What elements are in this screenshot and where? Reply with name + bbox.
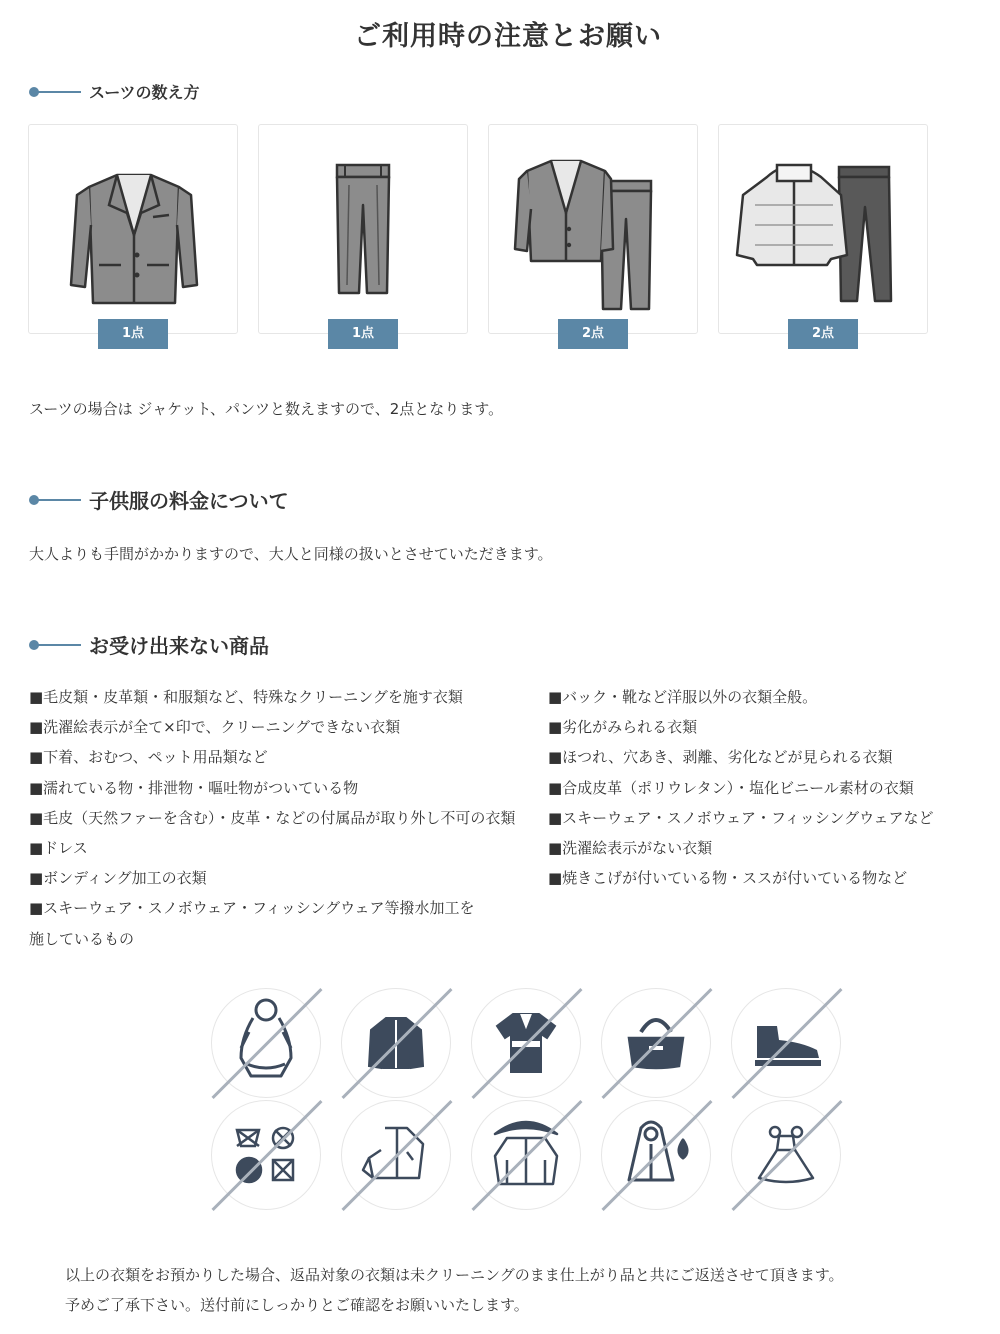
list-item: ■下着、おむつ、ペット用品類など xyxy=(29,748,268,767)
handbag-icon xyxy=(601,988,711,1098)
refused-heading xyxy=(31,630,269,659)
count-badge: 2点 xyxy=(558,319,628,349)
list-item: ■合成皮革（ポリウレタン）・塩化ビニール素材の衣類 xyxy=(548,778,914,797)
heading-bullet-line xyxy=(31,91,81,93)
heading-bullet-line xyxy=(31,644,81,646)
heading-bullet-line xyxy=(31,499,81,501)
leather-jacket-icon xyxy=(341,988,451,1098)
dress-icon xyxy=(731,1100,841,1210)
list-item: ■毛皮類・皮革類・和服類など、特殊なクリーニングを施す衣類 xyxy=(29,688,463,706)
list-item: ■ドレス xyxy=(29,839,88,858)
fur-coat-icon xyxy=(211,988,321,1098)
count-badge: 1点 xyxy=(328,319,398,349)
shoe-icon xyxy=(731,988,841,1098)
suit-card-set xyxy=(488,124,698,341)
refused-heading-text: お受け出来ない商品 xyxy=(89,634,269,658)
list-item: ■洗濯絵表示が全て×印で、クリーニングできない衣類 xyxy=(29,718,401,737)
damaged-shirt-icon xyxy=(341,1100,451,1210)
suit-set-icon xyxy=(489,125,699,335)
pants-icon xyxy=(259,125,469,335)
wet-raincoat-icon xyxy=(601,1100,711,1210)
refused-list-right xyxy=(548,682,934,893)
list-item: ■スキーウェア・スノボウェア・フィッシングウェアなど xyxy=(548,808,934,827)
count-badge: 1点 xyxy=(98,319,168,349)
list-item: 施しているもの xyxy=(29,929,135,948)
list-item: ■焼きこげが付いている物・ススが付いている物など xyxy=(548,869,908,888)
list-item: ■ボンディング加工の衣類 xyxy=(29,869,207,888)
suit-card-down xyxy=(718,124,928,341)
footer-note xyxy=(65,1260,844,1320)
kimono-icon xyxy=(471,988,581,1098)
jacket-icon xyxy=(29,125,239,335)
list-item: ■毛皮（天然ファーを含む）・皮革・などの付属品が取り外し不可の衣類 xyxy=(29,808,516,827)
footer-line-2: 予めご了承下さい。送付前にしっかりとご確認をお願いいたします。 xyxy=(65,1296,529,1314)
care-label-icon xyxy=(211,1100,321,1210)
list-item: ■スキーウェア・スノボウェア・フィッシングウェア等撥水加工を xyxy=(29,899,475,918)
kids-note: 大人よりも手間がかかりますので、大人と同様の扱いとさせていただきます。 xyxy=(29,545,553,563)
footer-line-1: 以上の衣類をお預かりした場合、返品対象の衣類は未クリーニングのまま仕上がり品と共にご返送させて頂きます。 xyxy=(65,1266,844,1284)
list-item: ■濡れている物・排泄物・嘔吐物がついている物 xyxy=(29,778,359,797)
list-item: ■洗濯絵表示がない衣類 xyxy=(548,839,713,858)
suits-note: スーツの場合は ジャケット、パンツと数えますので、2点となります。 xyxy=(29,400,504,418)
page-title: ご利用時の注意とお願い xyxy=(354,21,662,52)
list-item: ■バック・靴など洋服以外の衣類全般。 xyxy=(548,688,818,706)
list-item: ■ほつれ、穴あき、剥離、劣化などが見られる衣類 xyxy=(548,748,893,767)
down-jacket-pants-icon xyxy=(719,125,929,335)
suits-heading xyxy=(31,80,200,103)
suit-card-jacket xyxy=(28,124,238,341)
kids-heading xyxy=(31,485,289,514)
refused-list-left xyxy=(29,682,515,954)
suit-card-pants xyxy=(258,124,468,341)
kids-heading-text: 子供服の料金について xyxy=(89,489,289,513)
fur-collar-jacket-icon xyxy=(471,1100,581,1210)
suits-heading-text: スーツの数え方 xyxy=(89,83,200,102)
list-item: ■劣化がみられる衣類 xyxy=(548,718,698,737)
count-badge: 2点 xyxy=(788,319,858,349)
